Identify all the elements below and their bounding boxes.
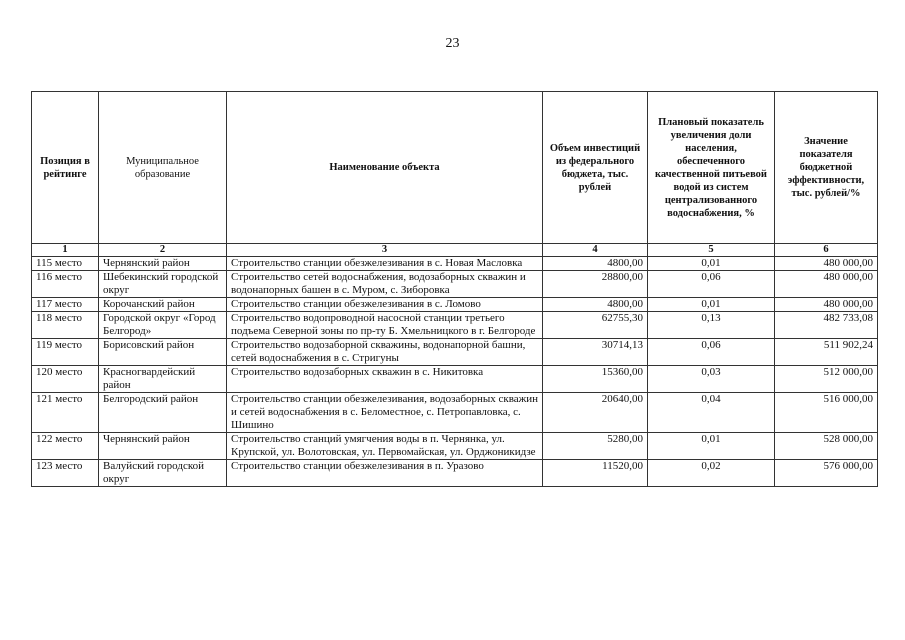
cell-indicator: 0,01 [648,298,775,312]
cell-indicator: 0,04 [648,393,775,433]
table-row [32,271,878,298]
table-row [32,298,878,312]
cell-efficiency: 480 000,00 [775,271,878,298]
cell-indicator: 0,06 [648,339,775,366]
header-investment: Объем инвестиций из федерального бюджета, тыс. рублей [543,92,648,244]
cell-efficiency: 482 733,08 [775,312,878,339]
cell-efficiency: 480 000,00 [775,257,878,271]
cell-position: 117 место [32,298,99,312]
cell-efficiency: 576 000,00 [775,460,878,487]
cell-efficiency: 511 902,24 [775,339,878,366]
header-object-name: Наименование объекта [227,92,543,244]
table-header-row [32,92,878,244]
cell-investment: 4800,00 [543,257,648,271]
cell-investment: 15360,00 [543,366,648,393]
table-row [32,366,878,393]
header-efficiency: Значение показателя бюджетной эффективности, тыс. рублей/% [775,92,878,244]
cell-position: 115 место [32,257,99,271]
cell-investment: 28800,00 [543,271,648,298]
cell-object-name: Строительство станции обезжелезивания в с. Ломово [227,298,543,312]
cell-municipality: Корочанский район [99,298,227,312]
cell-indicator: 0,13 [648,312,775,339]
cell-investment: 5280,00 [543,433,648,460]
cell-municipality: Белгородский район [99,393,227,433]
cell-efficiency: 516 000,00 [775,393,878,433]
cell-indicator: 0,03 [648,366,775,393]
cell-position: 118 место [32,312,99,339]
cell-municipality: Шебекинский городской округ [99,271,227,298]
table-row [32,433,878,460]
cell-position: 120 место [32,366,99,393]
column-index: 1 [32,244,99,257]
cell-indicator: 0,01 [648,257,775,271]
column-index: 5 [648,244,775,257]
cell-municipality: Валуйский городской округ [99,460,227,487]
cell-object-name: Строительство станции обезжелезивания в п. Уразово [227,460,543,487]
cell-municipality: Чернянский район [99,433,227,460]
column-index: 2 [99,244,227,257]
table-row [32,393,878,433]
cell-indicator: 0,06 [648,271,775,298]
cell-position: 116 место [32,271,99,298]
column-index: 4 [543,244,648,257]
header-position: Позиция в рейтинге [32,92,99,244]
cell-investment: 4800,00 [543,298,648,312]
cell-indicator: 0,01 [648,433,775,460]
cell-indicator: 0,02 [648,460,775,487]
header-municipality: Муниципальное образование [99,92,227,244]
cell-municipality: Городской округ «Город Белгород» [99,312,227,339]
cell-municipality: Красногвардейский район [99,366,227,393]
table-row [32,312,878,339]
cell-investment: 20640,00 [543,393,648,433]
cell-municipality: Борисовский район [99,339,227,366]
cell-object-name: Строительство сетей водоснабжения, водозаборных скважин и водонапорных башен в с. Муром, с. Зиборовка [227,271,543,298]
cell-object-name: Строительство водопроводной насосной станции третьего подъема Северной зоны по пр-ту Б. Хмельницкого в г. Белгороде [227,312,543,339]
cell-investment: 11520,00 [543,460,648,487]
cell-object-name: Строительство водозаборных скважин в с. Никитовка [227,366,543,393]
page-number: 23 [445,36,460,51]
cell-efficiency: 528 000,00 [775,433,878,460]
cell-object-name: Строительство станций умягчения воды в п. Чернянка, ул. Крупской, ул. Волотовская, ул. Первомайская, ул. Орджоникидзе [227,433,543,460]
cell-investment: 30714,13 [543,339,648,366]
cell-position: 122 место [32,433,99,460]
cell-object-name: Строительство станции обезжелезивания в с. Новая Масловка [227,257,543,271]
cell-object-name: Строительство станции обезжелезивания, водозаборных скважин и сетей водоснабжения в с. Беломестное, с. Петропавловка, с. Шишино [227,393,543,433]
table-row [32,257,878,271]
column-index: 3 [227,244,543,257]
cell-position: 121 место [32,393,99,433]
cell-position: 123 место [32,460,99,487]
table-row [32,339,878,366]
cell-position: 119 место [32,339,99,366]
header-indicator: Плановый показатель увеличения доли населения, обеспеченного качественной питьевой водой из систем централизованного водоснабжения, % [648,92,775,244]
column-index: 6 [775,244,878,257]
cell-efficiency: 512 000,00 [775,366,878,393]
table-row [32,460,878,487]
cell-object-name: Строительство водозаборной скважины, водонапорной башни, сетей водоснабжения в с. Стригуны [227,339,543,366]
cell-municipality: Чернянский район [99,257,227,271]
cell-efficiency: 480 000,00 [775,298,878,312]
column-index-row [32,244,878,257]
rating-table [31,91,878,487]
cell-investment: 62755,30 [543,312,648,339]
